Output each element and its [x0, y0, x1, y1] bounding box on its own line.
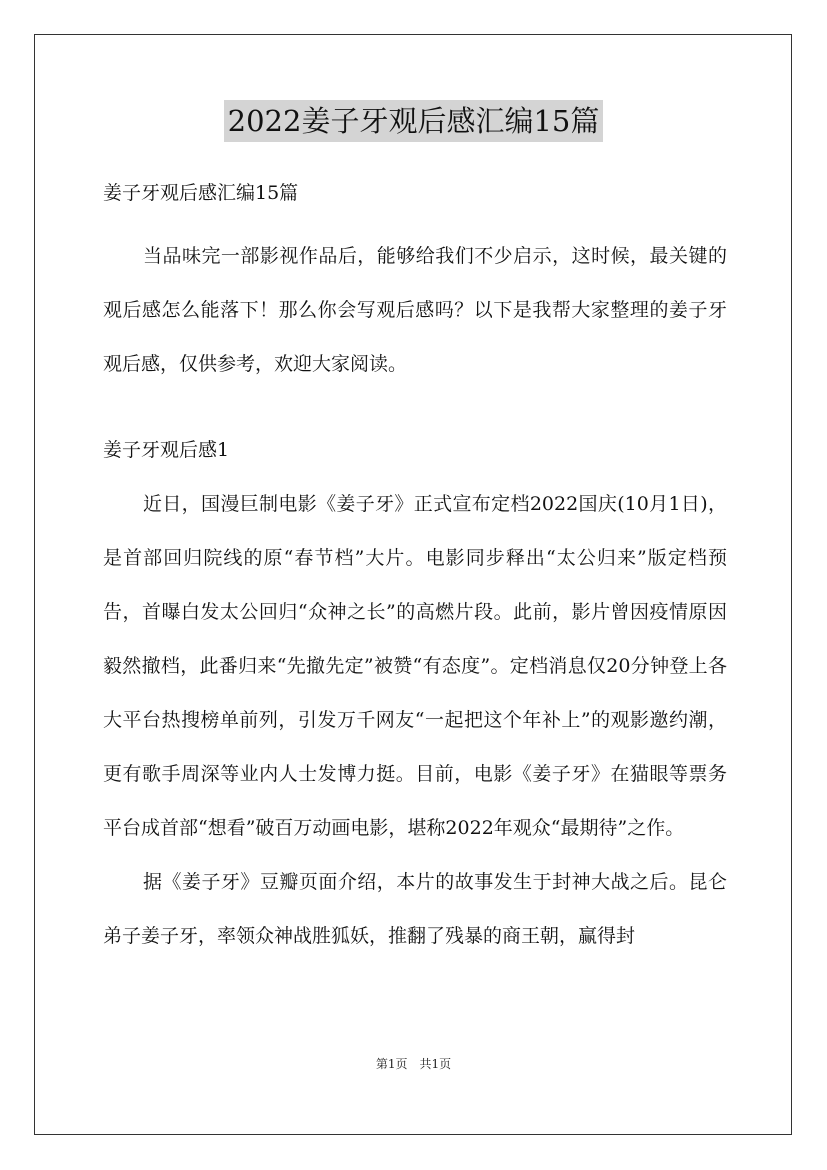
section-gap	[103, 391, 727, 423]
page-number-current: 第1页	[375, 1057, 408, 1071]
document-subtitle: 姜子牙观后感汇编15篇	[103, 182, 299, 204]
body-paragraph-2: 据《姜子牙》豆瓣页面介绍，本片的故事发生于封神大战之后。昆仑弟子姜子牙，率领众神战胜狐妖，推翻了残暴的商王朝，赢得封	[103, 871, 727, 947]
document-body	[103, 175, 727, 963]
page-footer	[0, 1054, 827, 1074]
body-paragraph-1: 近日，国漫巨制电影《姜子牙》正式宣布定档2022国庆(10月1日)，是首部回归院线的原“春节档”大片。电影同步释出“太公归来”版定档预告，首曝白发太公回归“众神之长”的高燃片段。此前，影片曾因疫情原因毅然撤档，此番归来“先撤先定”被赞“有态度”。定档消息仅20分钟登上各大平台热搜榜单前列，引发万千网友“一起把这个年补上”的观影邀约潮，更有歌手周深等业内人士发博力挺。目前，电影《姜子牙》在猫眼等票务平台成首部“想看”破百万动画电影，堪称2022年观众“最期待”之作。	[103, 493, 727, 839]
intro-paragraph: 当品味完一部影视作品后，能够给我们不少启示，这时候，最关键的观后感怎么能落下！那么你会写观后感吗？以下是我帮大家整理的姜子牙观后感，仅供参考，欢迎大家阅读。	[103, 245, 727, 375]
section-heading: 姜子牙观后感1	[103, 439, 230, 461]
page-number-total: 共1页	[419, 1057, 452, 1071]
title-container	[0, 100, 827, 142]
document-title: 2022姜子牙观后感汇编15篇	[224, 100, 604, 142]
